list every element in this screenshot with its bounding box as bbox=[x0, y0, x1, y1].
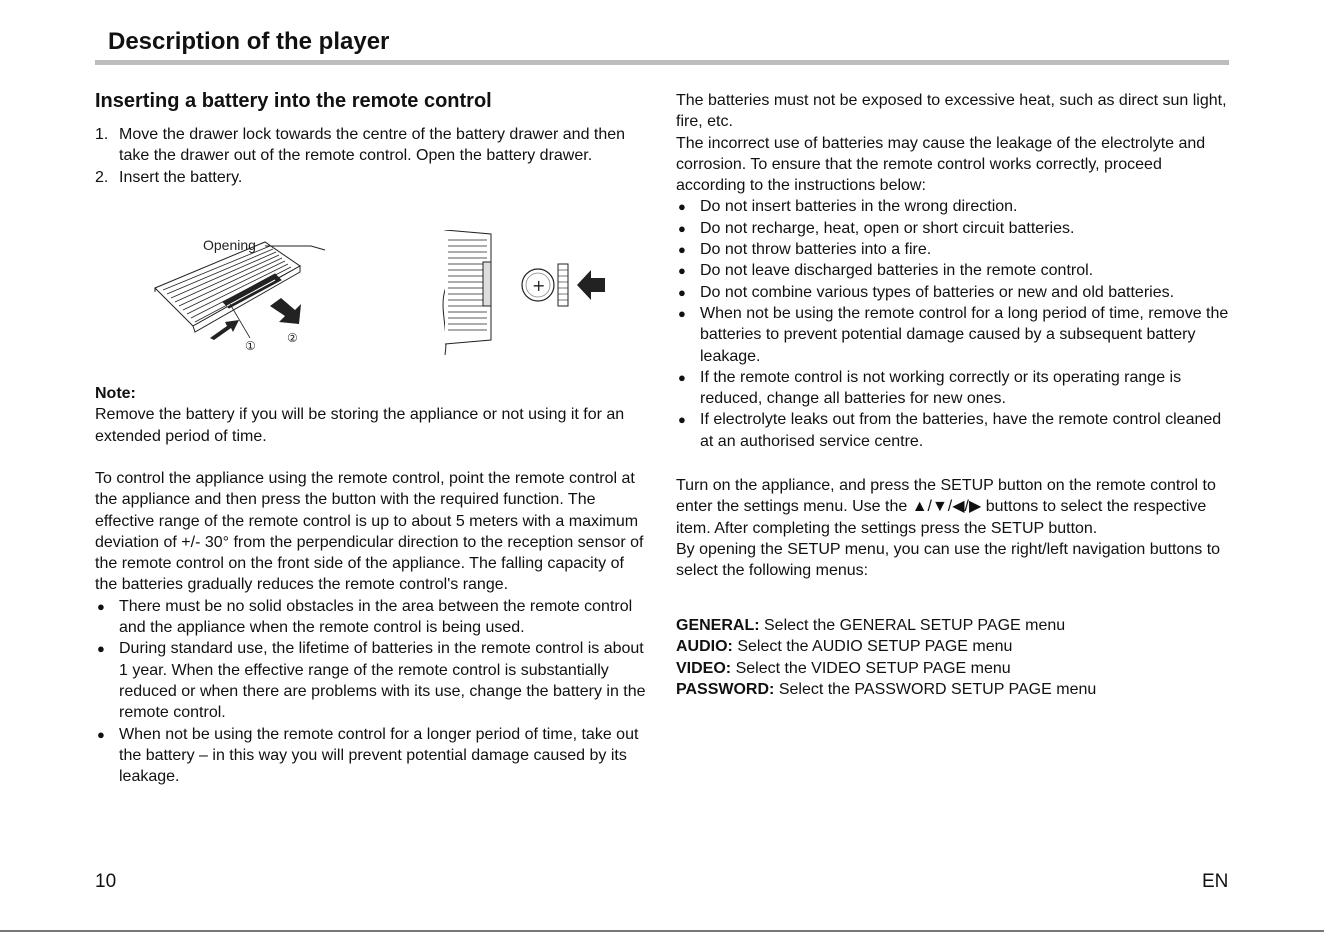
note-block bbox=[95, 383, 650, 447]
step-mark-1: ① bbox=[245, 339, 256, 353]
list-item: ● Do not combine various types of batteries or new and old batteries. bbox=[676, 282, 1234, 303]
step-item bbox=[95, 167, 650, 188]
bullet-icon: ● bbox=[97, 726, 105, 742]
step-number: 1. bbox=[95, 126, 109, 143]
page-number: 10 bbox=[95, 871, 117, 892]
bullet-icon: ● bbox=[678, 199, 686, 215]
pull-arrow-icon bbox=[270, 298, 301, 324]
bottom-divider bbox=[0, 930, 1324, 932]
step-text: Insert the battery. bbox=[119, 168, 243, 186]
bullet-icon: ● bbox=[97, 598, 105, 614]
opening-label: Opening bbox=[203, 237, 256, 253]
battery-drawer-drawing bbox=[443, 230, 491, 355]
note-title: Note: bbox=[95, 385, 136, 402]
page-title: Description of the player bbox=[108, 28, 390, 55]
note-text: Remove the battery if you will be storing the appliance or not using it for an extended period of time. bbox=[95, 406, 625, 445]
bullet-icon: ● bbox=[678, 242, 686, 258]
battery-insertion-illustration bbox=[115, 230, 615, 355]
page-language: EN bbox=[1202, 871, 1229, 892]
bullet-icon: ● bbox=[97, 641, 105, 657]
list-item: ● When not be using the remote control for a longer period of time, take out the battery – in this way you will prevent potential damage caused by its leakage. bbox=[97, 725, 639, 786]
menu-item-password: PASSWORD: Select the PASSWORD SETUP PAGE menu bbox=[676, 680, 1097, 698]
range-text: To control the appliance using the remote control, point the remote control at the appliance and then press the button with the required function. The effective range of the remote control is up to about 5 meters with a maximum deviation of +/- 30° from the perpendicular direction to the reception sensor of the remote control on the front side of the appliance. The falling capacity of the batteries gradually reduces the remote control's range. bbox=[95, 470, 644, 594]
battery-steps bbox=[95, 124, 650, 188]
section-title-battery: Inserting a battery into the remote control bbox=[95, 90, 492, 112]
list-item: ● Do not insert batteries in the wrong direction. bbox=[676, 196, 1234, 217]
battery-safety-block bbox=[676, 90, 1234, 452]
list-item: ● If the remote control is not working correctly or its operating range is reduced, change all batteries for new ones. bbox=[678, 368, 1182, 408]
range-bullets bbox=[95, 596, 650, 788]
push-arrow-icon bbox=[210, 320, 239, 340]
remote-drawer-drawing bbox=[155, 242, 300, 332]
battery-plus-label: + bbox=[532, 276, 546, 295]
menu-item-video: VIDEO: Select the VIDEO SETUP PAGE menu bbox=[676, 659, 1011, 677]
bullet-icon: ● bbox=[678, 305, 686, 321]
safety-para-2: The incorrect use of batteries may cause the leakage of the electrolyte and corrosion. To ensure that the remote control works correctly, proceed according to the instructions below: bbox=[676, 134, 1206, 195]
header-divider bbox=[95, 60, 1229, 65]
safety-para-1: The batteries must not be exposed to excessive heat, such as direct sun light, fire, etc. bbox=[676, 92, 1227, 131]
setup-block bbox=[676, 475, 1234, 581]
step-mark-2: ② bbox=[287, 331, 298, 345]
list-item: ● If electrolyte leaks out from the batteries, have the remote control cleaned at an authorised service centre. bbox=[678, 411, 1222, 450]
bullet-icon: ● bbox=[678, 412, 686, 428]
list-item: ● There must be no solid obstacles in the area between the remote control and the appliance when the remote control is being used. bbox=[97, 597, 633, 637]
setup-para-2: By opening the SETUP menu, you can use the right/left navigation buttons to select the following menus: bbox=[676, 540, 1221, 580]
menu-item-audio: AUDIO: Select the AUDIO SETUP PAGE menu bbox=[676, 638, 1013, 656]
menu-item-general: GENERAL: Select the GENERAL SETUP PAGE menu bbox=[676, 617, 1066, 634]
step-number: 2. bbox=[95, 168, 109, 186]
setup-menu-list bbox=[676, 615, 1234, 700]
step-item bbox=[95, 124, 650, 167]
setup-para-1: Turn on the appliance, and press the SETUP button on the remote control to enter the settings menu. Use the ▲/▼/◀/▶ buttons to select the respective item. After completing the settings press the SETUP button. bbox=[676, 477, 1216, 537]
bullet-icon: ● bbox=[678, 284, 686, 300]
step-text: Move the drawer lock towards the centre of the battery drawer and then take the drawer out of the remote control. Open the battery drawer. bbox=[119, 126, 626, 165]
list-item: ● Do not recharge, heat, open or short circuit batteries. bbox=[676, 218, 1234, 239]
list-item: ● Do not leave discharged batteries in the remote control. bbox=[676, 260, 1234, 281]
bullet-icon: ● bbox=[678, 369, 686, 385]
insert-arrow-icon bbox=[577, 270, 605, 300]
range-block bbox=[95, 468, 650, 787]
bullet-icon: ● bbox=[678, 220, 686, 236]
list-item: ● Do not throw batteries into a fire. bbox=[676, 239, 1234, 260]
list-item: ● When not be using the remote control for a long period of time, remove the batteries to prevent potential damage caused by a subsequent battery leakage. bbox=[678, 304, 1229, 365]
bullet-icon: ● bbox=[678, 263, 686, 279]
list-item: ● During standard use, the lifetime of batteries in the remote control is about 1 year. When the effective range of the remote control is substantially reduced or when there are problems with its use, change the battery in the remote control. bbox=[97, 640, 646, 722]
safety-bullets bbox=[676, 196, 1234, 452]
